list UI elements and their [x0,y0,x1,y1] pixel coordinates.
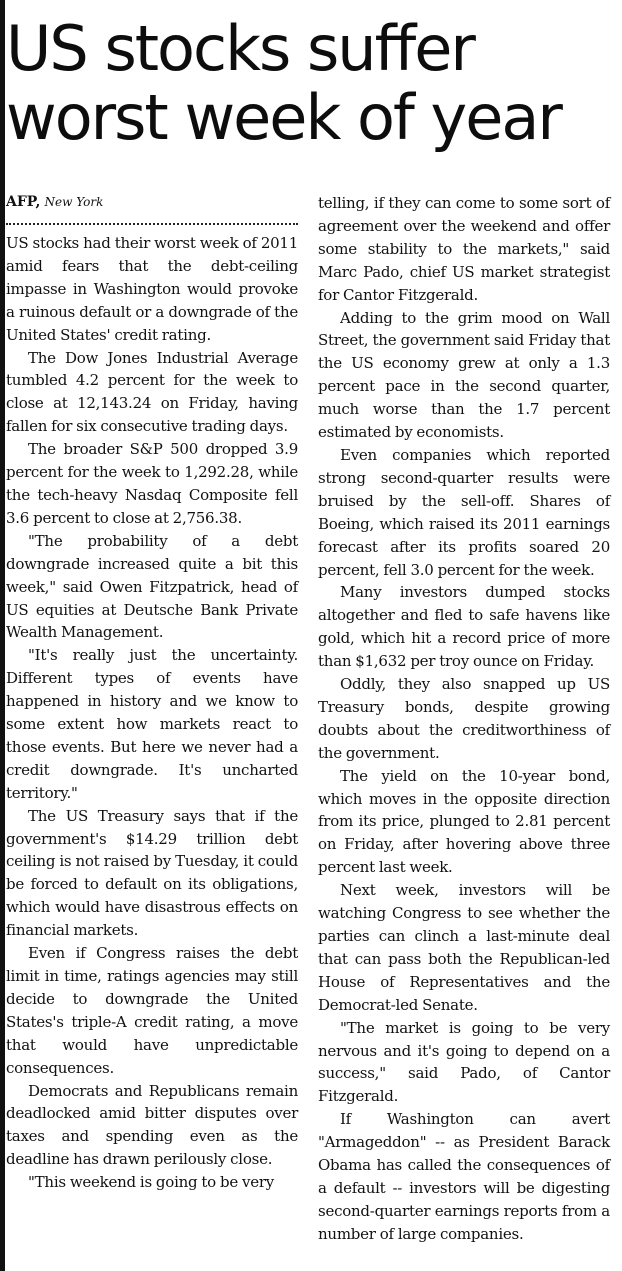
paragraph: "The probability of a debt downgrade increased quite a bit this week," said Owen Fitzpatrick, head of US equities at Deutsche Bank Private Wealth Management. [6,531,298,642]
paragraph: If Washington can avert "Armageddon" -- as President Barack Obama has called the consequences of a default -- investors will be digesting second-quarter earnings reports from a number of large companies. [318,1110,610,1243]
paragraph: Oddly, they also snapped up US Treasury bonds, despite growing doubts about the creditworthiness of the government. [318,675,610,762]
headline-line-1: US stocks suffer [6,12,474,85]
paragraph: Adding to the grim mood on Wall Street, the government said Friday that the US economy grew at only a 1.3 percent pace in the second quarter, much worse than the 1.7 percent estimated by economists. [318,308,610,442]
paragraph: The yield on the 10-year bond, which moves in the opposite direction from its price, plunged to 2.81 percent on Friday, after hovering above three percent last week. [318,766,610,877]
paragraph: Many investors dumped stocks altogether and fled to safe havens like gold, which hit a record price of more than $1,632 per troy ounce on Friday. [318,583,610,671]
article-column-left [6,192,298,1194]
paragraph: The Dow Jones Industrial Average tumbled 4.2 percent for the week to close at 12,143.24 on Friday, having fallen for six consecutive trading days. [6,348,298,436]
paragraph: "It's really just the uncertainty. Different types of events have happened in history and we know to some extent how markets react to those events. But here we never had a credit downgrade. It's uncharted territory." [6,646,298,802]
byline-place: New York [44,195,104,209]
paragraph: The broader S&P 500 dropped 3.9 percent for the week to 1,292.28, while the tech-heavy Nasdaq Composite fell 3.6 percent to close at 2,756.38. [6,440,298,527]
paragraph: Democrats and Republicans remain deadlocked amid bitter disputes over taxes and spending even as the deadline has drawn perilously close. [6,1081,298,1169]
left-border-rule [0,0,5,1271]
paragraph: telling, if they can come to some sort of agreement over the weekend and offer some stability to the markets," said Marc Pado, chief US market strategist for Cantor Fitzgerald. [318,194,610,304]
paragraph: The US Treasury says that if the government's $14.29 trillion debt ceiling is not raised by Tuesday, it could be forced to default on its obligations, which would have disastrous effects on financial markets. [6,806,298,940]
paragraph: Next week, investors will be watching Congress to see whether the parties can clinch a last-minute deal that can pass both the Republican-led House of Representatives and the Democrat-led Senate. [318,881,610,1014]
paragraph: Even companies which reported strong second-quarter results were bruised by the sell-off. Shares of Boeing, which raised its 2011 earnings forecast after its profits soared 20 percent, fell 3.0 percent for the week. [318,445,610,579]
headline [6,14,618,152]
paragraph: "This weekend is going to be very [28,1173,274,1192]
headline-line-2: worst week of year [6,81,561,154]
paragraph: "The market is going to be very nervous and it's going to depend on a success," said Pado, of Cantor Fitzgerald. [318,1018,610,1106]
byline [6,192,298,213]
article-column-right [318,192,610,1246]
dotted-divider [6,213,298,225]
paragraph: US stocks had their worst week of 2011 amid fears that the debt-ceiling impasse in Washington would provoke a ruinous default or a downgrade of the United States' credit rating. [6,234,298,344]
paragraph: Even if Congress raises the debt limit in time, ratings agencies may still decide to downgrade the United States's triple-A credit rating, a move that would have unpredictable consequences. [6,944,298,1077]
byline-agency: AFP, [6,194,41,210]
